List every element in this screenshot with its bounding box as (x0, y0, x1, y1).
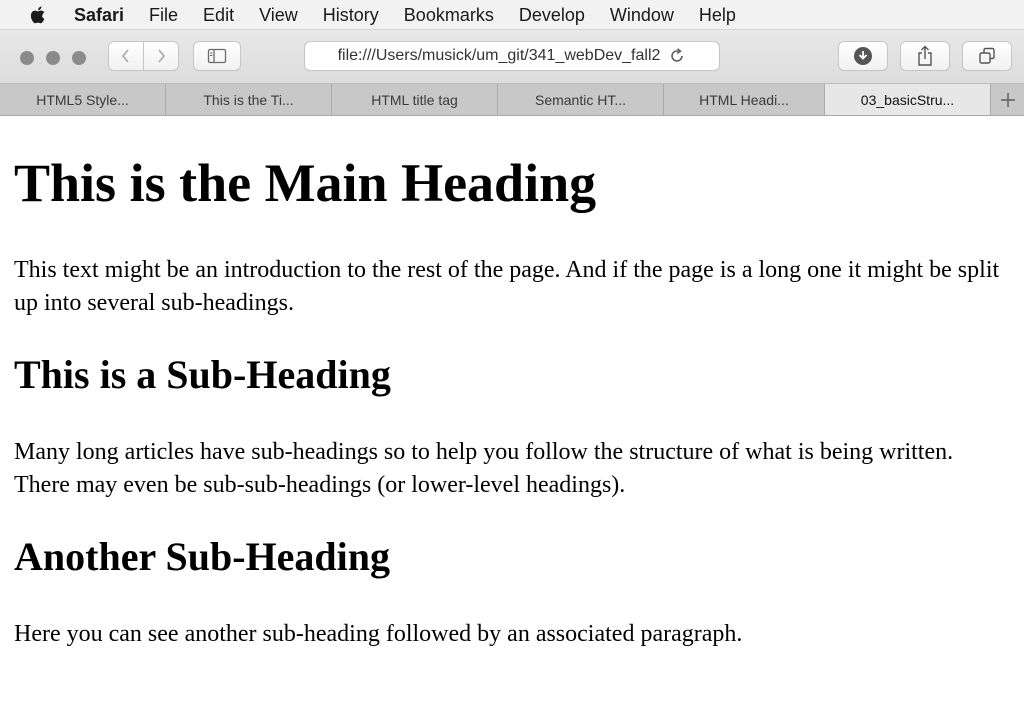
tab-html5-style[interactable] (0, 84, 166, 115)
tab-semantic-html[interactable] (498, 84, 664, 115)
new-tab-button[interactable] (991, 84, 1024, 115)
zoom-window-button[interactable] (72, 51, 86, 65)
sidebar-button[interactable] (193, 41, 241, 71)
back-icon (120, 48, 132, 64)
tab-label: 03_basicStru... (860, 91, 955, 108)
menu-safari[interactable]: Safari (74, 4, 125, 25)
reload-icon[interactable] (668, 47, 686, 65)
sidebar-icon (207, 48, 227, 64)
page-content (0, 116, 1024, 716)
address-bar[interactable] (304, 41, 720, 71)
main-heading: This is the Main Heading (14, 153, 597, 213)
intro-paragraph: This text might be an introduction to the rest of the page. And if the page is a long one it might be split up into several sub-headings. (14, 257, 1000, 316)
tab-bar (0, 84, 1024, 116)
downloads-icon (853, 46, 873, 66)
menu-edit[interactable]: Edit (203, 4, 235, 25)
forward-icon (155, 48, 167, 64)
sub-heading-2: Another Sub-Heading (14, 534, 391, 579)
tab-label: HTML Headi... (699, 91, 789, 108)
tab-label: HTML5 Style... (36, 91, 129, 108)
sub-heading-1-paragraph: Many long articles have sub-headings so to help you follow the structure of what is being written. There may even be sub-sub-headings (or lower-level headings). (14, 439, 954, 498)
minimize-window-button[interactable] (46, 51, 60, 65)
sub-heading-1: This is a Sub-Heading (14, 352, 391, 397)
menu-bookmarks[interactable]: Bookmarks (403, 4, 494, 25)
tab-html-headings[interactable] (664, 84, 825, 115)
menu-help[interactable]: Help (698, 4, 736, 25)
menu-develop[interactable]: Develop (518, 4, 585, 25)
menu-view[interactable]: View (259, 4, 298, 25)
sub-heading-2-paragraph: Here you can see another sub-heading followed by an associated paragraph. (14, 621, 743, 647)
menu-window[interactable]: Window (609, 4, 674, 25)
address-url: file:///Users/musick/um_git/341_webDev_fall2 (337, 47, 661, 64)
plus-icon (1000, 92, 1016, 108)
tab-label: Semantic HT... (534, 91, 627, 108)
menu-bar (0, 0, 1024, 30)
share-icon (916, 45, 934, 67)
tab-label: HTML title tag (371, 91, 458, 108)
menu-history[interactable]: History (322, 4, 379, 25)
back-button[interactable] (108, 41, 144, 71)
tabs-overview-icon (977, 46, 997, 66)
tab-this-is-the-title[interactable] (166, 84, 332, 115)
tab-03-basic-structure[interactable] (825, 84, 991, 115)
menu-file[interactable]: File (149, 4, 179, 25)
forward-button[interactable] (143, 41, 179, 71)
share-button[interactable] (900, 41, 950, 71)
tabs-overview-button[interactable] (962, 41, 1012, 71)
tab-html-title-tag[interactable] (332, 84, 498, 115)
tab-label: This is the Ti... (203, 91, 294, 108)
downloads-button[interactable] (838, 41, 888, 71)
close-window-button[interactable] (20, 51, 34, 65)
apple-logo-icon[interactable] (28, 4, 48, 26)
browser-toolbar (0, 30, 1024, 84)
